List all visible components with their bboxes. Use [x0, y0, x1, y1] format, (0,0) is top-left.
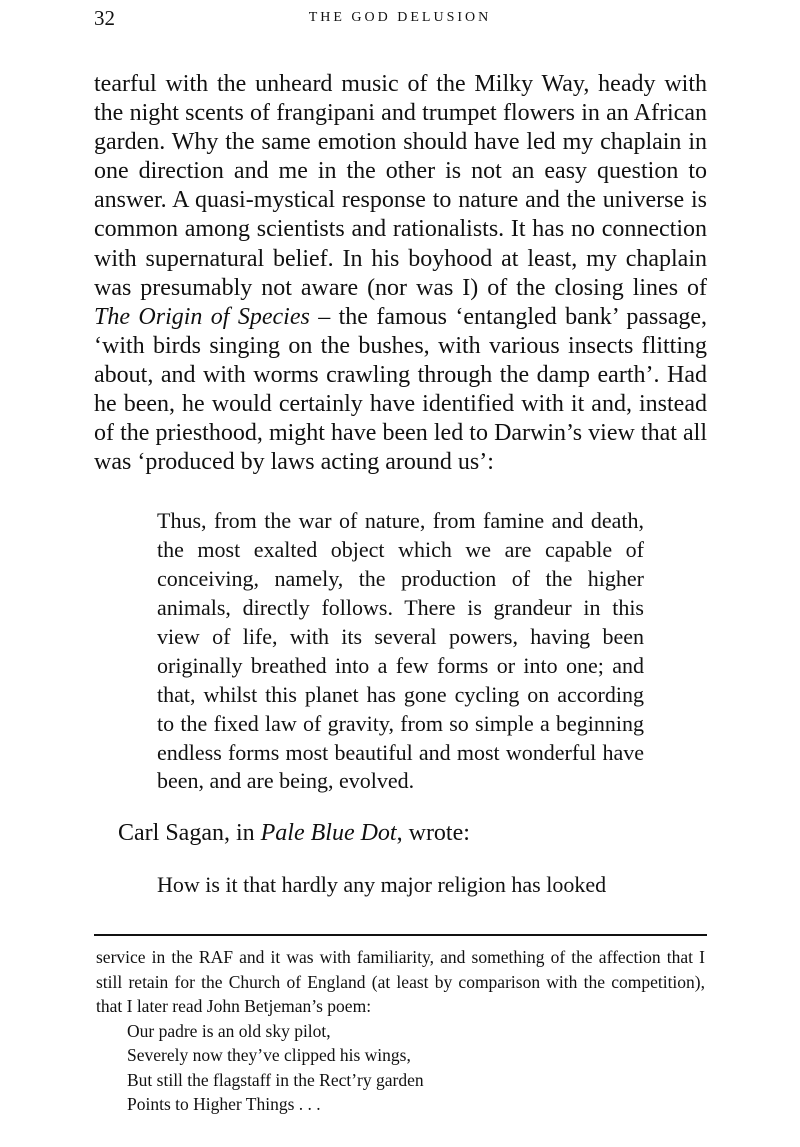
verse-line: Our padre is an old sky pilot, — [127, 1020, 331, 1041]
verse-line: Severely now they’ve clipped his wings, — [127, 1045, 411, 1065]
sagan-quote-start: How is it that hardly any major religion has looked — [157, 872, 607, 898]
page-number: 32 — [94, 6, 115, 30]
sagan-intro-line — [118, 818, 707, 848]
sagan-intro-after: , wrote: — [396, 820, 470, 847]
verse-line: But still the flagstaff in the Rect’ry garden — [127, 1069, 424, 1090]
verse-line: Points to Higher Things . . . — [127, 1094, 321, 1114]
footnote — [96, 945, 705, 1117]
main-paragraph — [94, 70, 707, 477]
body-text — [94, 70, 707, 900]
darwin-block-quote: Thus, from the war of nature, from famine and death, the most exalted object which we are capable of conceiving, namely, the production of the higher animals, directly follows. There is grandeur in this view of life, with its several powers, having been originally breathed into a few forms or into one; and that, whilst this planet has gone cycling on according to the fixed law of gravity, from so simple a beginning endless forms most beautiful and most wonderful have been, and are being, evolved. — [157, 508, 644, 794]
sagan-intro-before: Carl Sagan, in — [118, 820, 261, 847]
running-head: THE GOD DELUSION — [308, 10, 492, 25]
book-title-pale-blue-dot: Pale Blue Dot — [260, 820, 397, 847]
footnote-divider — [94, 934, 707, 936]
paragraph-text-before-title: tearful with the unheard music of the Milky Way, heady with the night scents of frangipani and trumpet flowers in an African garden. Why the same emotion should have led my chaplain in one direction and me in the other is not an easy question to answer. A quasi-mystical response to nature and the universe is common among scientists and rationalists. It has no connection with supernatural belief. In his boyhood at least, my chaplain was presumably not aware (nor was I) of the closing lines of — [94, 71, 707, 301]
footnote-text: service in the RAF and it was with familiarity, and something of the affection that I still retain for the Church of England (at least by comparison with the competition), that I later read John Betjeman’s poem: — [96, 947, 705, 1016]
book-title-origin-of-species: The Origin of Species — [94, 303, 310, 330]
paragraph-text-after-title: – the famous ‘entangled bank’ passage, ‘with birds singing on the bushes, with various insects flitting about, and with worms crawling through the damp earth’. Had he been, he would certainly have identified with it and, instead of the priesthood, might have been led to Darwin’s view that all was ‘produced by laws acting around us’: — [94, 303, 707, 476]
footnote-verse — [96, 1019, 705, 1117]
